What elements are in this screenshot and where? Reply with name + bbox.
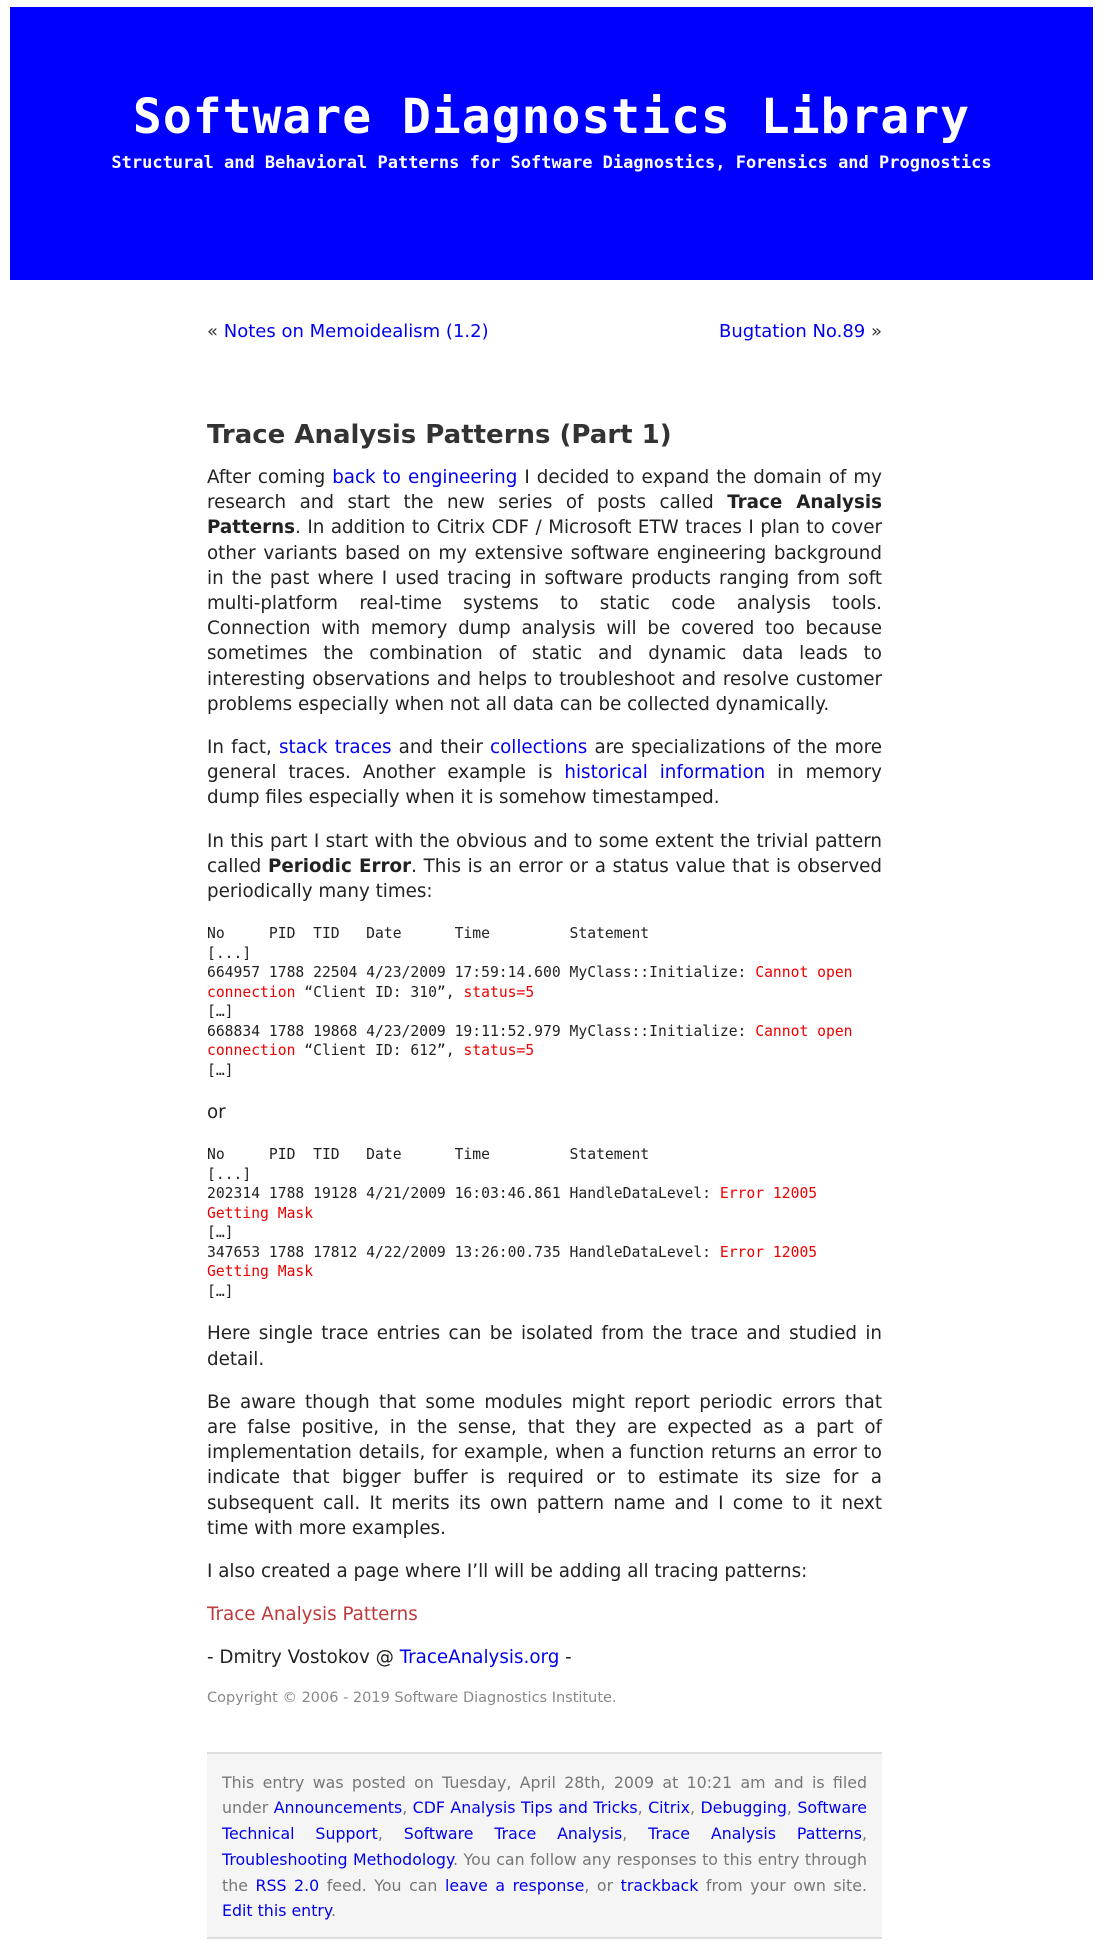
category-link[interactable]: Citrix bbox=[648, 1798, 690, 1818]
category-link[interactable]: Debugging bbox=[700, 1798, 787, 1818]
trace-error-text: Cannot open connection bbox=[207, 1022, 862, 1060]
prev-post-link[interactable]: Notes on Memoidealism (1.2) bbox=[223, 321, 489, 342]
category-link[interactable]: Announcements bbox=[273, 1798, 403, 1818]
post-entry bbox=[207, 465, 882, 1706]
separator: , bbox=[402, 1798, 413, 1818]
paragraph-tap-link bbox=[207, 1602, 882, 1627]
text: In fact, bbox=[207, 737, 280, 759]
traceanalysis-org-link[interactable]: TraceAnalysis.org bbox=[399, 1647, 560, 1669]
main-content bbox=[207, 318, 882, 1939]
rss-link[interactable]: RSS 2.0 bbox=[255, 1875, 320, 1895]
category-link[interactable]: Software Technical Support bbox=[222, 1798, 868, 1844]
next-post-link[interactable]: Bugtation No.89 bbox=[718, 321, 866, 342]
bold-text: Periodic Error bbox=[267, 855, 412, 877]
text: This entry was posted on Tuesday, April 28th, 2009 at 10:21 am and is filed under bbox=[222, 1772, 867, 1818]
copyright-notice: Copyright © 2006 - 2019 Software Diagnostics Institute. bbox=[207, 1689, 617, 1706]
paragraph-periodic-error bbox=[207, 829, 882, 905]
text: . In addition to Citrix CDF / Microsoft ETW traces I plan to cover other variants based on my extensive software engineering background in the past where I used tracing in software products ranging from soft multi-platform real-time systems to static code analysis tools. Connection with memory dump analysis will be covered too because sometimes the combination of static and dynamic data leads to interesting observations and helps to troubleshoot and resolve customer problems especially when not all data can be collected dynamically. bbox=[207, 517, 882, 715]
post-navigation bbox=[207, 318, 882, 348]
historical-information-link[interactable]: historical information bbox=[564, 762, 766, 784]
separator: , bbox=[786, 1798, 798, 1818]
text: In this part I start with the obvious and to some extent the trivial pattern called bbox=[207, 830, 882, 877]
text: from your own site. bbox=[698, 1875, 867, 1895]
edit-entry-link[interactable]: Edit this entry bbox=[222, 1901, 331, 1921]
trace-status: status=5 bbox=[463, 1042, 535, 1060]
category-link[interactable]: Software Trace Analysis bbox=[403, 1824, 623, 1844]
text: I decided to expand the domain of my research and start the new series of posts called bbox=[207, 467, 882, 514]
trackback-link[interactable]: trackback bbox=[620, 1875, 699, 1895]
back-to-engineering-link[interactable]: back to engineering bbox=[332, 467, 518, 488]
next-arrow: » bbox=[870, 321, 882, 342]
category-link[interactable]: Troubleshooting Methodology bbox=[222, 1849, 454, 1869]
separator: , bbox=[690, 1798, 701, 1818]
post-metadata bbox=[207, 1752, 882, 1939]
text: in memory dump files especially when it is somehow timestamped. bbox=[207, 762, 882, 809]
paragraph-or: or bbox=[207, 1102, 226, 1124]
text: After coming bbox=[207, 467, 333, 488]
signature bbox=[207, 1645, 882, 1670]
bold-text: Trace Analysis Patterns bbox=[207, 492, 882, 539]
text: - bbox=[559, 1647, 572, 1669]
text: - Dmitry Vostokov @ bbox=[207, 1647, 400, 1669]
trace-row: “Client ID: 310”, bbox=[295, 983, 464, 1001]
separator: , bbox=[637, 1798, 649, 1818]
trace-header: No PID TID Date Time Statement bbox=[207, 925, 650, 943]
site-title[interactable]: Software Diagnostics Library bbox=[132, 89, 971, 145]
paragraph-false-positive: Be aware though that some modules might report periodic errors that are false positive, in the sense, that they are expected as a part of implementation details, for example, when a function returns an error to indicate that bigger buffer is required or to estimate its size for a subsequent call. It merits its own pattern name and I come to it next time with more examples. bbox=[207, 1391, 882, 1539]
trace-listing-1 bbox=[207, 924, 882, 1080]
category-link[interactable]: Trace Analysis Patterns bbox=[648, 1824, 862, 1844]
next-post bbox=[719, 321, 882, 342]
trace-header: No PID TID Date Time Statement bbox=[207, 1146, 650, 1164]
paragraph-page-created: I also created a page where I’ll will be adding all tracing patterns: bbox=[207, 1561, 808, 1583]
trace-listing-2 bbox=[207, 1145, 882, 1301]
leave-response-link[interactable]: leave a response bbox=[445, 1875, 585, 1895]
paragraph-traces bbox=[207, 735, 882, 811]
text: . bbox=[330, 1901, 337, 1921]
separator: , bbox=[861, 1824, 867, 1844]
prev-arrow: « bbox=[207, 321, 219, 342]
text: . You can follow any responses to this entry through the bbox=[222, 1849, 868, 1895]
trace-status: status=5 bbox=[463, 983, 535, 1001]
trace-ellipsis: […] bbox=[207, 1003, 234, 1021]
text: are specializations of the more general traces. Another example is bbox=[207, 737, 882, 784]
paragraph-isolated: Here single trace entries can be isolated from the trace and studied in detail. bbox=[207, 1323, 882, 1370]
trace-row: 664957 1788 22504 4/23/2009 17:59:14.600 MyClass::Initialize: bbox=[207, 964, 756, 982]
site-header bbox=[10, 7, 1093, 280]
category-link[interactable]: CDF Analysis Tips and Tricks bbox=[412, 1798, 638, 1818]
trace-row: “Client ID: 612”, bbox=[295, 1042, 464, 1060]
text: . This is an error or a status value that is observed periodically many times: bbox=[207, 855, 882, 903]
trace-analysis-patterns-link[interactable]: Trace Analysis Patterns bbox=[207, 1604, 418, 1626]
trace-row: 668834 1788 19868 4/23/2009 19:11:52.979 MyClass::Initialize: bbox=[207, 1022, 756, 1040]
collections-link[interactable]: collections bbox=[490, 737, 588, 759]
prev-post bbox=[207, 321, 489, 342]
trace-row: 347653 1788 17812 4/22/2009 13:26:00.735 HandleDataLevel: bbox=[207, 1243, 720, 1261]
text: feed. You can bbox=[319, 1875, 445, 1895]
trace-ellipsis: [...] bbox=[207, 1165, 252, 1183]
stack-traces-link[interactable]: stack traces bbox=[279, 737, 392, 759]
separator: , bbox=[622, 1824, 649, 1844]
trace-row: 202314 1788 19128 4/21/2009 16:03:46.861 HandleDataLevel: bbox=[207, 1185, 720, 1203]
trace-error-text: Error 12005 Getting Mask bbox=[207, 1185, 826, 1222]
trace-error-text: Error 12005 Getting Mask bbox=[207, 1243, 826, 1281]
trace-ellipsis: [...] bbox=[207, 944, 252, 962]
trace-ellipsis: […] bbox=[207, 1061, 234, 1079]
text: and their bbox=[391, 737, 491, 759]
trace-ellipsis: […] bbox=[207, 1224, 234, 1242]
post-title: Trace Analysis Patterns (Part 1) bbox=[207, 420, 672, 450]
paragraph-intro bbox=[207, 465, 882, 717]
text: , or bbox=[584, 1875, 621, 1895]
trace-error-text: Cannot open connection bbox=[207, 964, 862, 1001]
trace-ellipsis: […] bbox=[207, 1282, 234, 1300]
site-description: Structural and Behavioral Patterns for Software Diagnostics, Forensics and Prognostics bbox=[111, 153, 992, 173]
separator: , bbox=[377, 1824, 404, 1844]
